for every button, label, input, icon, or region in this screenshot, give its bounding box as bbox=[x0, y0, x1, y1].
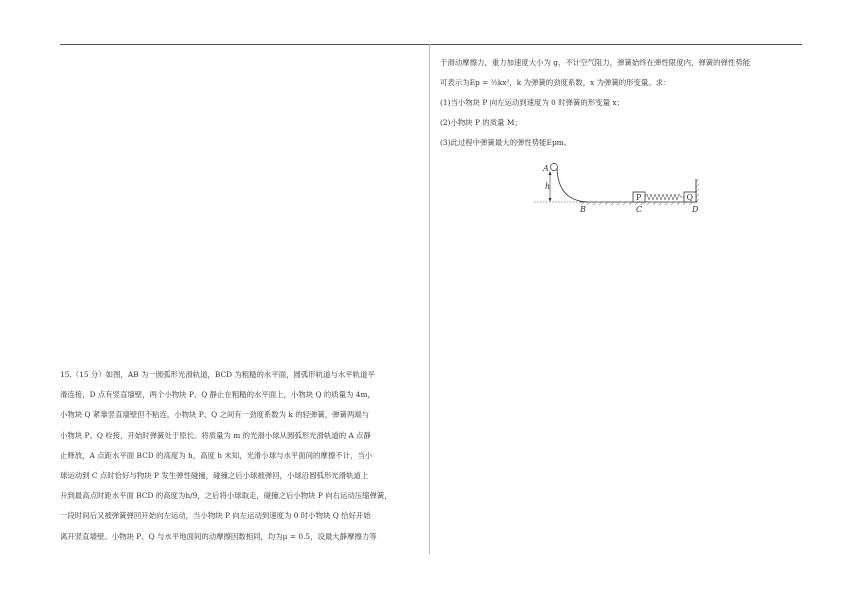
block-q-label: Q bbox=[686, 193, 694, 202]
arc-track bbox=[557, 168, 588, 202]
ball bbox=[550, 163, 557, 170]
problem-15-text bbox=[60, 365, 422, 547]
text-line: 球运动到 C 点时恰好与物块 P 发生弹性碰撞，碰撞之后小球被弹回，小球沿圆弧形光滑轨道上 bbox=[60, 471, 369, 481]
text-line: 可表示为Ep = ½kx²，k 为弹簧的劲度系数，x 为弹簧的形变量。求： bbox=[440, 78, 671, 87]
header-rule bbox=[60, 44, 802, 45]
text-line: 升到最高点时距水平面 BCD 的高度为h/9，之后将小球取走，碰撞之后小物块 P 向右运动压缩弹簧， bbox=[60, 491, 392, 501]
height-label: h bbox=[545, 182, 551, 191]
text-line: 于滑动摩擦力，重力加速度大小为 g，不计空气阻力，弹簧始终在弹性限度内，弹簧的弹性势能 bbox=[440, 58, 751, 67]
spring bbox=[645, 194, 684, 200]
text-line: 滑连接，D 点有竖直墙壁，两个小物块 P、Q 静止在粗糙的水平面上，小物块 Q 的质量为 4m， bbox=[60, 390, 375, 400]
point-d-label: D bbox=[692, 205, 699, 214]
text-line: 一段时间后又被弹簧弹回开始向左运动，当小物块 P 向左运动到速度为 0 时小物块 Q 恰好开始 bbox=[60, 511, 371, 521]
column-divider bbox=[429, 44, 430, 554]
block-p-label: P bbox=[636, 193, 642, 202]
problem-15-continued bbox=[440, 53, 802, 153]
text-line: 离开竖直墙壁。小物块 P、Q 与水平地面间的动摩擦因数相同，均为μ = 0.5，设最大静摩擦力等 bbox=[60, 531, 377, 541]
point-c-label: C bbox=[636, 205, 643, 214]
track-figure bbox=[530, 159, 710, 219]
point-a-label: A bbox=[543, 164, 549, 173]
question-2: (2)小物块 P 的质量 M； bbox=[440, 118, 522, 127]
physics-diagram bbox=[530, 159, 710, 219]
point-b-label: B bbox=[580, 205, 586, 214]
wall-hatching bbox=[696, 179, 699, 202]
question-3: (3)此过程中弹簧最大的弹性势能Epm。 bbox=[440, 138, 572, 147]
text-line: 止释放，A 点距水平面 BCD 的高度为 h，高度 h 未知，光滑小球与水平面间的摩擦不计，当小 bbox=[60, 450, 373, 460]
text-line: 小物块 Q 紧靠竖直墙壁但不粘连，小物块 P、Q 之间有一劲度系数为 k 的轻弹簧，弹簧两端与 bbox=[60, 410, 370, 420]
text-line: 15.（15 分）如图，AB 为一圆弧形光滑轨道，BCD 为粗糙的水平面，圆弧形轨道与水平轨道平 bbox=[60, 370, 375, 379]
height-arrow-head-top bbox=[549, 171, 552, 175]
question-1: (1)当小物块 P 向左运动到速度为 0 时弹簧的形变量 x； bbox=[440, 98, 624, 107]
height-arrow-head-bottom bbox=[549, 198, 552, 202]
text-line: 小物块 P、Q 栓接，开始时弹簧处于原长。将质量为 m 的光滑小球从圆弧形光滑轨道的 A 点静 bbox=[60, 430, 371, 440]
